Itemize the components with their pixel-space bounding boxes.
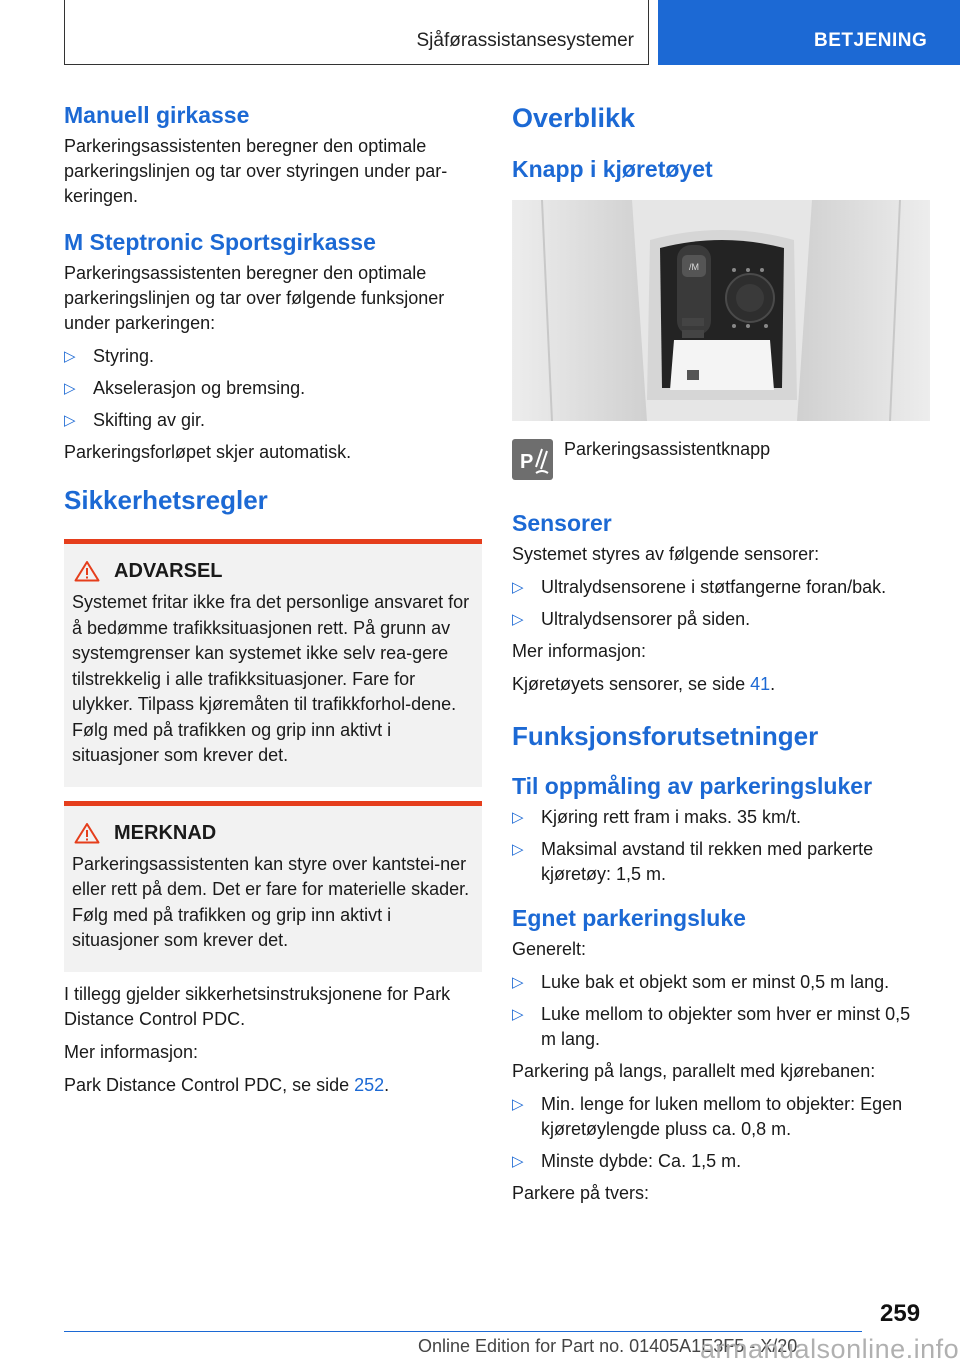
header-section-box (64, 0, 649, 65)
warning-title: ADVARSEL (72, 558, 474, 584)
right-column (512, 100, 930, 1214)
page-number: 259 (880, 1300, 921, 1327)
steptronic-list (64, 344, 482, 433)
triangle-bullet-icon: ▷ (64, 412, 76, 429)
parking-assistant-button-label: Parkeringsassistentknapp (564, 439, 771, 459)
svg-text:/M: /M (689, 262, 699, 272)
triangle-bullet-icon: ▷ (512, 579, 524, 596)
list-item: ▷ Ultralydsensorer på siden. (512, 607, 930, 632)
triangle-bullet-icon: ▷ (512, 1096, 524, 1113)
header-chapter-label: BETJENING (814, 30, 928, 51)
header-section-title: Sjåførassistansesystemer (416, 30, 634, 51)
suitable-space-heading: Egnet parkeringsluke (512, 905, 746, 931)
center-console-image (512, 200, 930, 421)
center-console-photo (512, 200, 930, 421)
safety-extra-text: I tillegg gjelder sikkerhetsinstruksjonene for Park Distance Control PDC. (64, 983, 451, 1029)
sensors-heading: Sensorer (512, 510, 612, 536)
perpendicular-label: Parkere på tvers: (512, 1183, 650, 1203)
note-title: MERKNAD (72, 820, 474, 846)
page-link-252[interactable]: 252 (354, 1074, 385, 1095)
list-item: ▷ Styring. (64, 344, 482, 369)
parallel-list (512, 1092, 930, 1174)
safety-more-info: Mer informasjon: (64, 1041, 199, 1062)
warning-triangle-icon (74, 822, 100, 844)
list-item: ▷ Ultralydsensorene i støtfangerne foran/bak. (512, 575, 930, 600)
measuring-list (512, 805, 930, 887)
triangle-bullet-icon: ▷ (512, 1153, 524, 1170)
page-link-41[interactable]: 41 (750, 674, 771, 694)
safety-heading: Sikkerhetsregler (64, 485, 268, 515)
watermark: armanualsonline.info (700, 1334, 960, 1362)
list-item: ▷ Maksimal avstand til rekken med parkerte kjøretøy: 1,5 m. (512, 839, 874, 884)
footer-edition: Online Edition for Part no. 01405A1E3F5 - X/20 (418, 1336, 798, 1356)
list-item: ▷ Skifting av gir. (64, 408, 482, 433)
left-column (64, 100, 482, 1106)
sensors-reference: Kjøretøyets sensorer, se side 41. (512, 674, 776, 694)
steptronic-text: Parkeringsassistenten beregner den optimale parkeringslinjen og tar over følgende funksjoner under parkeringen: (64, 263, 445, 333)
general-label: Generelt: (512, 939, 587, 959)
general-list (512, 970, 930, 1052)
triangle-bullet-icon: ▷ (512, 611, 524, 628)
list-item: ▷ Luke bak et objekt som er minst 0,5 m lang. (512, 970, 930, 995)
button-legend (512, 439, 930, 480)
overview-heading: Overblikk (512, 103, 636, 133)
list-item: ▷ Minste dybde: Ca. 1,5 m. (512, 1149, 930, 1174)
list-item: ▷ Min. lenge for luken mellom to objekter: Egen kjøretøylengde pluss ca. 0,8 m. (512, 1094, 903, 1139)
list-item: ▷ Luke mellom to objekter som hver er minst 0,5 m lang. (512, 1004, 911, 1049)
warning-triangle-icon (74, 560, 100, 582)
manual-gearbox-text: Parkeringsassistenten beregner den optimale parkeringslinjen og tar over styringen under par-keringen. (64, 136, 448, 206)
warning-box (64, 539, 482, 787)
footer-divider (64, 1331, 862, 1332)
measuring-heading: Til oppmåling av parkeringsluker (512, 773, 873, 799)
manual-gearbox-heading: Manuell girkasse (64, 102, 250, 128)
triangle-bullet-icon: ▷ (512, 974, 524, 991)
list-item: ▷ Kjøring rett fram i maks. 35 km/t. (512, 805, 930, 830)
sensors-more-info: Mer informasjon: (512, 641, 647, 661)
header-chapter-tab[interactable] (658, 0, 960, 65)
note-text: Parkeringsassistenten kan styre over kantstei-ner eller rett på dem. Det er fare for materielle skader. Følg med på trafikken og grip inn aktivt i situasjoner som krever det. (72, 853, 470, 950)
triangle-bullet-icon: ▷ (64, 380, 76, 397)
sensors-text: Systemet styres av følgende sensorer: (512, 544, 820, 564)
vehicle-button-heading: Knapp i kjøretøyet (512, 156, 713, 182)
steptronic-after: Parkeringsforløpet skjer automatisk. (64, 442, 352, 462)
sensors-list (512, 575, 930, 632)
steptronic-heading: M Steptronic Sportsgirkasse (64, 229, 376, 255)
list-item: ▷ Akselerasjon og bremsing. (64, 376, 482, 401)
svg-text:P: P (520, 451, 534, 473)
note-box (64, 801, 482, 972)
warning-text: Systemet fritar ikke fra det personlige ansvaret for å bedømme trafikksituasjonen rett. På grunn av systemgrenser kan systemet ikke selv rea-gere tilstrekkelig i alle trafikksituasjoner. Fare for ulykker. Tilpass kjøremåten til trafikkforhol-dene. Følg med på trafikken og grip inn aktivt i situasjoner som krever det. (72, 592, 470, 765)
requirements-heading: Funksjonsforutsetninger (512, 721, 819, 751)
parallel-label: Parkering på langs, parallelt med kjørebanen: (512, 1061, 876, 1081)
triangle-bullet-icon: ▷ (512, 841, 524, 858)
triangle-bullet-icon: ▷ (64, 348, 76, 365)
parking-assistant-icon (512, 439, 553, 480)
safety-reference: Park Distance Control PDC, se side 252. (64, 1074, 390, 1095)
triangle-bullet-icon: ▷ (512, 1006, 524, 1023)
triangle-bullet-icon: ▷ (512, 809, 524, 826)
